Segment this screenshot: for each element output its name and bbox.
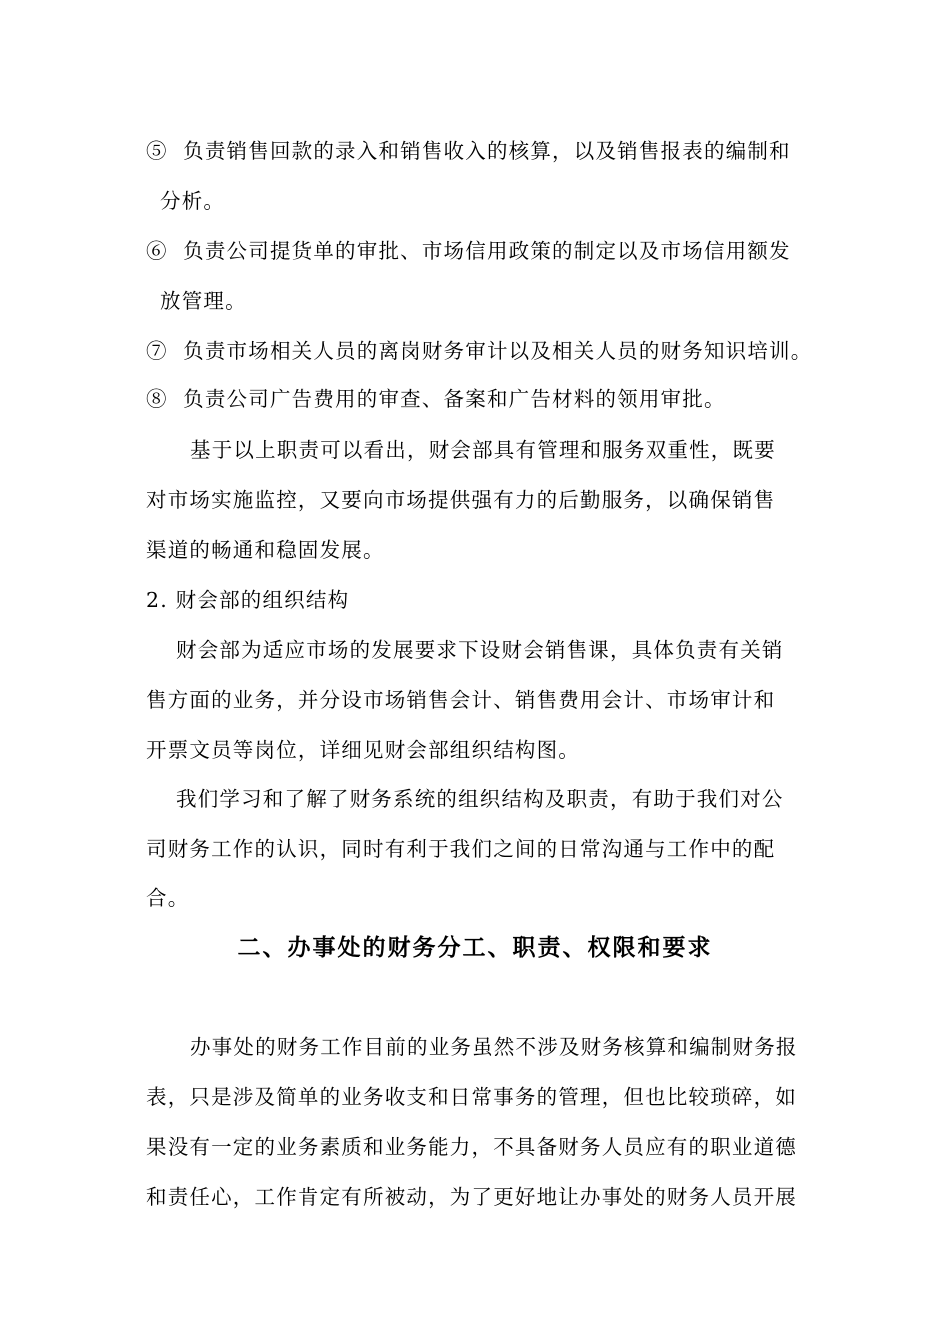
duty-item-5-line-2: 分析。 (160, 189, 226, 213)
learning-paragraph-line-3: 合。 (146, 886, 190, 910)
summary-paragraph-line-1: 基于以上职责可以看出，财会部具有管理和服务双重性，既要 (190, 438, 776, 462)
office-paragraph-line-1: 办事处的财务工作目前的业务虽然不涉及财务核算和编制财务报 (190, 1035, 798, 1059)
item-marker: ⑧ (146, 387, 168, 411)
duty-item-7 (146, 338, 812, 364)
item-marker: ⑦ (146, 339, 168, 363)
structure-paragraph-line-3: 开票文员等岗位，详细见财会部组织结构图。 (146, 738, 580, 762)
office-paragraph-line-2: 表，只是涉及简单的业务收支和日常事务的管理，但也比较琐碎，如 (146, 1085, 797, 1109)
duty-item-7-line-1: 负责市场相关人员的离岗财务审计以及相关人员的财务知识培训。 (183, 339, 813, 363)
duty-item-5-line-1: 负责销售回款的录入和销售收入的核算，以及销售报表的编制和 (183, 139, 791, 163)
duty-item-6-line-1: 负责公司提货单的审批、市场信用政策的制定以及市场信用额发 (183, 239, 791, 263)
duty-item-8-line-1: 负责公司广告费用的审查、备案和广告材料的领用审批。 (183, 387, 726, 411)
office-paragraph-line-4: 和责任心，工作肯定有所被动，为了更好地让办事处的财务人员开展 (146, 1185, 797, 1209)
section-title: 二、办事处的财务分工、职责、权限和要求 (237, 935, 713, 961)
item-marker: ⑤ (146, 139, 168, 163)
item-marker: ⑥ (146, 239, 168, 263)
office-paragraph-line-3: 果没有一定的业务素质和业务能力，不具备财务人员应有的职业道德 (146, 1135, 797, 1159)
learning-paragraph-line-2: 司财务工作的认识，同时有利于我们之间的日常沟通与工作中的配 (146, 837, 776, 861)
summary-paragraph-line-2: 对市场实施监控，又要向市场提供强有力的后勤服务，以确保销售 (146, 488, 776, 512)
duty-item-6 (146, 238, 791, 264)
duty-item-5 (146, 138, 791, 164)
duty-item-6-line-2: 放管理。 (160, 289, 247, 313)
summary-paragraph-line-3: 渠道的畅通和稳固发展。 (146, 538, 385, 562)
learning-paragraph-line-1: 我们学习和了解了财务系统的组织结构及职责，有助于我们对公 (176, 787, 784, 811)
structure-paragraph-line-2: 售方面的业务，并分设市场销售会计、销售费用会计、市场审计和 (146, 688, 776, 712)
subheading: 2. 财会部的组织结构 (146, 588, 350, 612)
structure-paragraph-line-1: 财会部为适应市场的发展要求下设财会销售课，具体负责有关销 (176, 638, 784, 662)
duty-item-8 (146, 386, 726, 412)
